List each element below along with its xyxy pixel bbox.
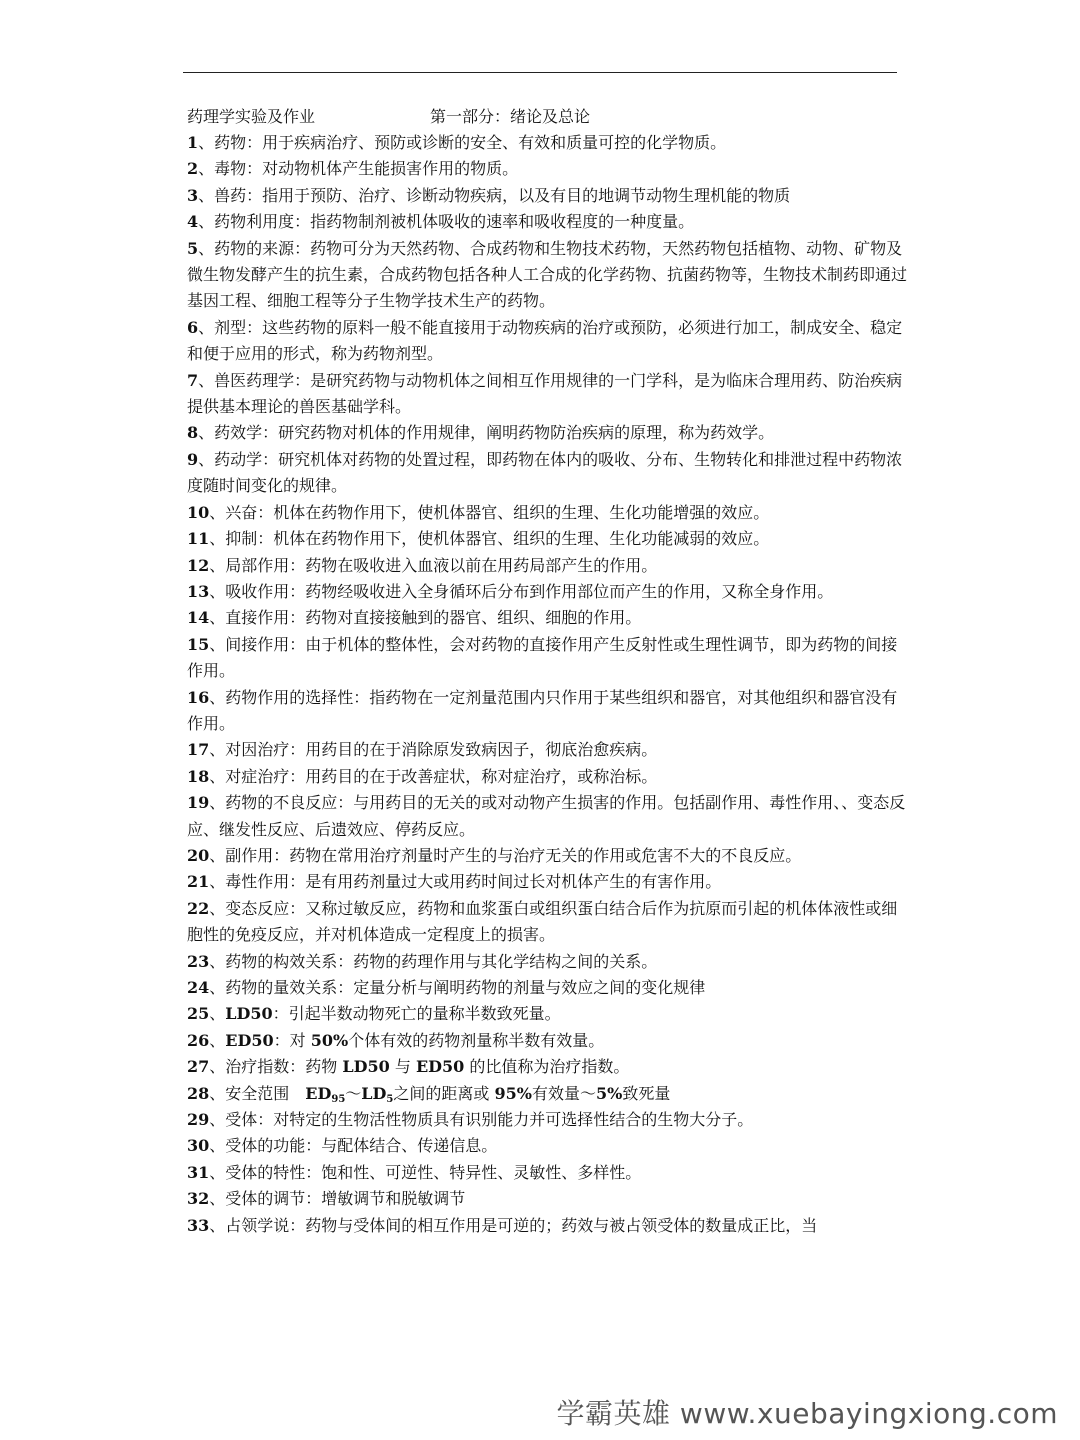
list-item: 32、受体的调节：增敏调节和脱敏调节 (187, 1189, 466, 1209)
course-title: 药理学实验及作业 (187, 107, 316, 126)
list-item: 5、药物的来源：药物可分为天然药物、合成药物和生物技术药物，天然药物包括植物、动物、矿物及微生物发酵产生的抗生素，合成药物包括各种人工合成的化学药物、抗菌药物等，生物技术制药即通过基因工程、细胞工程等分子生物学技术生产的药物。 (187, 238, 908, 311)
part-title: 第一部分：绪论及总论 (430, 107, 591, 126)
list-item: 13、吸收作用：药物经吸收进入全身循环后分布到作用部位而产生的作用，又称全身作用。 (187, 581, 834, 601)
list-item: 23、药物的构效关系：药物的药理作用与其化学结构之间的关系。 (187, 951, 658, 971)
list-item: 2、毒物：对动物机体产生能损害作用的物质。 (187, 159, 519, 179)
list-item: 27、治疗指数：药物 LD50 与 ED50 的比值称为治疗指数。 (187, 1057, 630, 1077)
list-item: 19、药物的不良反应：与用药目的无关的或对动物产生损害的作用。包括副作用、毒性作用、、变态反应、继发性反应、后遗效应、停药反应。 (187, 793, 906, 839)
list-item: 6、剂型：这些药物的原料一般不能直接用于动物疾病的治疗或预防，必须进行加工，制成安全、稳定和便于应用的形式，称为药物剂型。 (187, 317, 903, 364)
list-item: 15、间接作用：由于机体的整体性，会对药物的直接作用产生反射性或生理性调节，即为药物的间接作用。 (187, 634, 898, 681)
list-item: 26、ED50：对 50%个体有效的药物剂量称半数有效量。 (187, 1030, 605, 1050)
list-item: 18、对症治疗：用药目的在于改善症状，称对症治疗，或称治标。 (187, 766, 658, 786)
list-item: 1、药物：用于疾病治疗、预防或诊断的安全、有效和质量可控的化学物质。 (187, 133, 727, 152)
site-watermark: 学霸英雄 www.xuebayingxiong.com (556, 1397, 1058, 1430)
list-item: 3、兽药：指用于预防、治疗、诊断动物疾病，以及有目的地调节动物生理机能的物质 (187, 185, 791, 205)
list-item: 30、受体的功能：与配体结合、传递信息。 (187, 1136, 498, 1156)
list-item: 31、受体的特性：饱和性、可逆性、特异性、灵敏性、多样性。 (187, 1162, 642, 1182)
definition-list (187, 130, 907, 1239)
list-item: 24、药物的量效关系：定量分析与阐明药物的剂量与效应之间的变化规律 (187, 978, 706, 997)
top-rule (183, 72, 897, 73)
list-item: 33、占领学说：药物与受体间的相互作用是可逆的；药效与被占领受体的数量成正比，当 (187, 1215, 818, 1235)
list-item: 10、兴奋：机体在药物作用下，使机体器官、组织的生理、生化功能增强的效应。 (187, 502, 770, 522)
list-item: 28、安全范围 $ED_{95}\sim LD_5$之间的距离或 95%有效量～5%致死量 (187, 1083, 671, 1105)
list-item: 29、受体：对特定的生物活性物质具有识别能力并可选择性结合的生物大分子。 (187, 1110, 754, 1130)
list-item: 4、药物利用度：指药物制剂被机体吸收的速率和吸收程度的一种度量。 (187, 212, 695, 232)
list-item: 12、局部作用：药物在吸收进入血液以前在用药局部产生的作用。 (187, 555, 658, 575)
list-item: 11、抑制：机体在药物作用下，使机体器官、组织的生理、生化功能减弱的效应。 (187, 529, 770, 549)
list-item: 22、变态反应：又称过敏反应，药物和血浆蛋白或组织蛋白结合后作为抗原而引起的机体体液性或细胞性的免疫反应，并对机体造成一定程度上的损害。 (187, 898, 898, 945)
list-item: 7、兽医药理学：是研究药物与动物机体之间相互作用规律的一门学科，是为临床合理用药、防治疾病提供基本理论的兽医基础学科。 (187, 370, 903, 417)
list-item: 21、毒性作用：是有用药剂量过大或用药时间过长对机体产生的有害作用。 (187, 872, 722, 892)
list-item: 25、LD50：引起半数动物死亡的量称半数致死量。 (187, 1004, 561, 1024)
list-item: 14、直接作用：药物对直接接触到的器官、组织、细胞的作用。 (187, 608, 642, 628)
list-item: 8、药效学：研究药物对机体的作用规律，阐明药物防治疾病的原理，称为药效学。 (187, 423, 775, 443)
list-item: 17、对因治疗：用药目的在于消除原发致病因子，彻底治愈疾病。 (187, 740, 658, 760)
list-item: 20、副作用：药物在常用治疗剂量时产生的与治疗无关的作用或危害不大的不良反应。 (187, 845, 802, 865)
page-header (187, 104, 907, 130)
list-item: 16、药物作用的选择性：指药物在一定剂量范围内只作用于某些组织和器官，对其他组织和器官没有作用。 (187, 687, 898, 733)
list-item: 9、药动学：研究机体对药物的处置过程，即药物在体内的吸收、分布、生物转化和排泄过程中药物浓度随时间变化的规律。 (187, 449, 903, 496)
